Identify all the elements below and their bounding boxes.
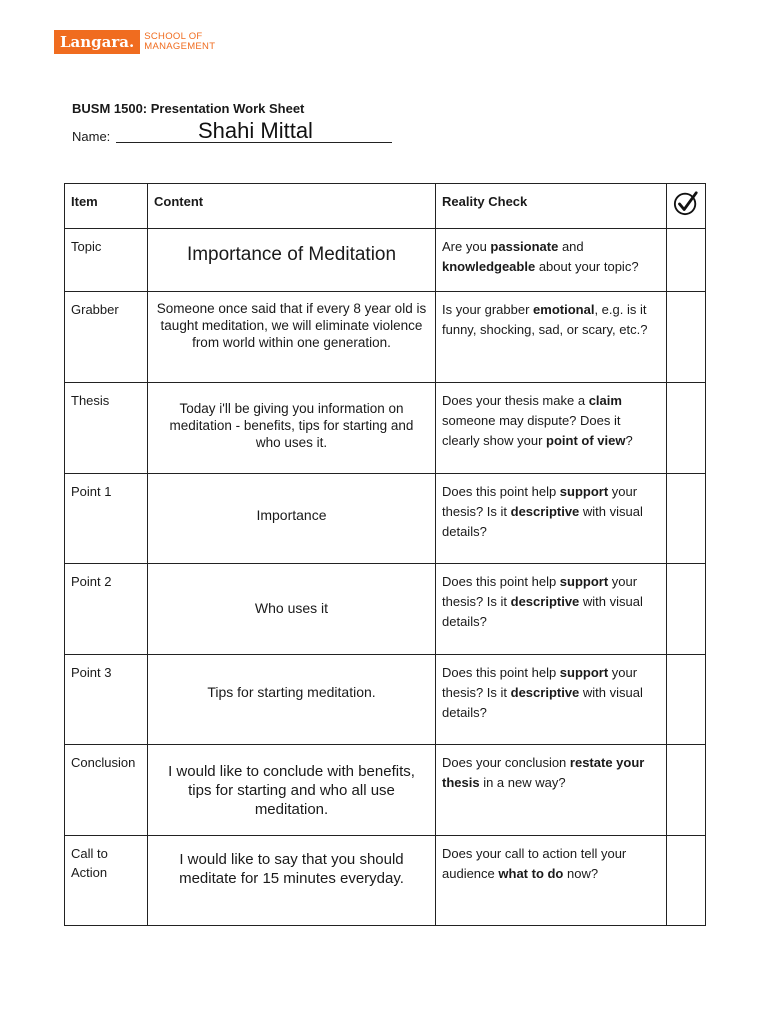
row-check-box xyxy=(667,564,706,655)
header-reality-check: Reality Check xyxy=(436,184,667,229)
row-content xyxy=(148,655,436,745)
row-check-box xyxy=(667,474,706,564)
row-content-text: Importance xyxy=(256,507,327,523)
emphasis-text: descriptive xyxy=(510,685,580,700)
emphasis-text: emotional xyxy=(533,302,595,317)
emphasis-text: knowledgeable xyxy=(442,259,536,274)
row-check-box xyxy=(667,836,706,926)
row-content-text: Tips for starting meditation. xyxy=(207,684,376,700)
row-item: Conclusion xyxy=(65,745,148,836)
row-content xyxy=(148,292,436,383)
emphasis-text: restate your thesis xyxy=(442,755,645,790)
row-reality-check: Does this point help support your thesis? Is it descriptive with visual details? xyxy=(436,655,667,745)
row-reality-check: Does this point help support your thesis? Is it descriptive with visual details? xyxy=(436,564,667,655)
row-item: Thesis xyxy=(65,383,148,474)
table-row xyxy=(65,655,706,745)
row-content-text: I would like to say that you should meditate for 15 minutes everyday. xyxy=(179,851,404,887)
row-reality-check: Does this point help support your thesis? Is it descriptive with visual details? xyxy=(436,474,667,564)
emphasis-text: support xyxy=(559,665,609,680)
header-check xyxy=(667,184,706,229)
name-value: Shahi Mittal xyxy=(198,118,313,143)
row-content xyxy=(148,383,436,474)
langara-logo xyxy=(54,30,215,54)
header-content: Content xyxy=(148,184,436,229)
row-item: Grabber xyxy=(65,292,148,383)
row-content xyxy=(148,474,436,564)
emphasis-text: support xyxy=(559,484,609,499)
logo-brand: Langara. xyxy=(54,30,140,54)
row-content-text: Someone once said that if every 8 year old is taught meditation, we will eliminate violence from world within one generation. xyxy=(156,301,427,350)
row-check-box xyxy=(667,229,706,292)
header-item: Item xyxy=(65,184,148,229)
row-reality-check: Does your thesis make a claim someone may dispute? Does it clearly show your point of view? xyxy=(436,383,667,474)
table-header-row xyxy=(65,184,706,229)
logo-subtitle xyxy=(144,32,215,52)
emphasis-text: claim xyxy=(588,393,622,408)
row-content-text: Today i'll be giving you information on meditation - benefits, tips for starting and who uses it. xyxy=(169,401,414,450)
row-item: Point 3 xyxy=(65,655,148,745)
emphasis-text: what to do xyxy=(498,866,564,881)
table-row xyxy=(65,292,706,383)
row-reality-check: Is your grabber emotional, e.g. is it funny, shocking, sad, or scary, etc.? xyxy=(436,292,667,383)
table-row xyxy=(65,229,706,292)
check-circle-icon xyxy=(673,190,699,216)
row-check-box xyxy=(667,655,706,745)
row-reality-check: Are you passionate and knowledgeable about your topic? xyxy=(436,229,667,292)
row-reality-check: Does your conclusion restate your thesis in a new way? xyxy=(436,745,667,836)
row-check-box xyxy=(667,292,706,383)
emphasis-text: point of view xyxy=(546,433,626,448)
emphasis-text: support xyxy=(559,574,609,589)
row-content xyxy=(148,836,436,926)
row-reality-check: Does your call to action tell your audience what to do now? xyxy=(436,836,667,926)
table-row xyxy=(65,564,706,655)
table-row xyxy=(65,474,706,564)
row-check-box xyxy=(667,745,706,836)
row-content xyxy=(148,564,436,655)
emphasis-text: passionate xyxy=(490,239,559,254)
row-check-box xyxy=(667,383,706,474)
logo-line-2: MANAGEMENT xyxy=(144,41,216,52)
emphasis-text: descriptive xyxy=(510,504,580,519)
worksheet-table xyxy=(64,183,706,926)
name-field xyxy=(72,120,402,146)
table-row xyxy=(65,745,706,836)
logo-line-1: SCHOOL OF xyxy=(144,31,203,42)
table-row xyxy=(65,383,706,474)
row-content xyxy=(148,745,436,836)
table-row xyxy=(65,836,706,926)
row-content-text: I would like to conclude with benefits, tips for starting and who all use meditation. xyxy=(168,763,415,818)
row-item: Topic xyxy=(65,229,148,292)
row-content-text: Who uses it xyxy=(254,600,329,616)
row-item: Call to Action xyxy=(65,836,148,926)
emphasis-text: descriptive xyxy=(510,594,580,609)
worksheet-title: BUSM 1500: Presentation Work Sheet xyxy=(72,101,305,116)
row-content-text: Importance of Meditation xyxy=(186,244,397,265)
row-content xyxy=(148,229,436,292)
name-label: Name: xyxy=(72,129,111,144)
row-item: Point 1 xyxy=(65,474,148,564)
row-item: Point 2 xyxy=(65,564,148,655)
